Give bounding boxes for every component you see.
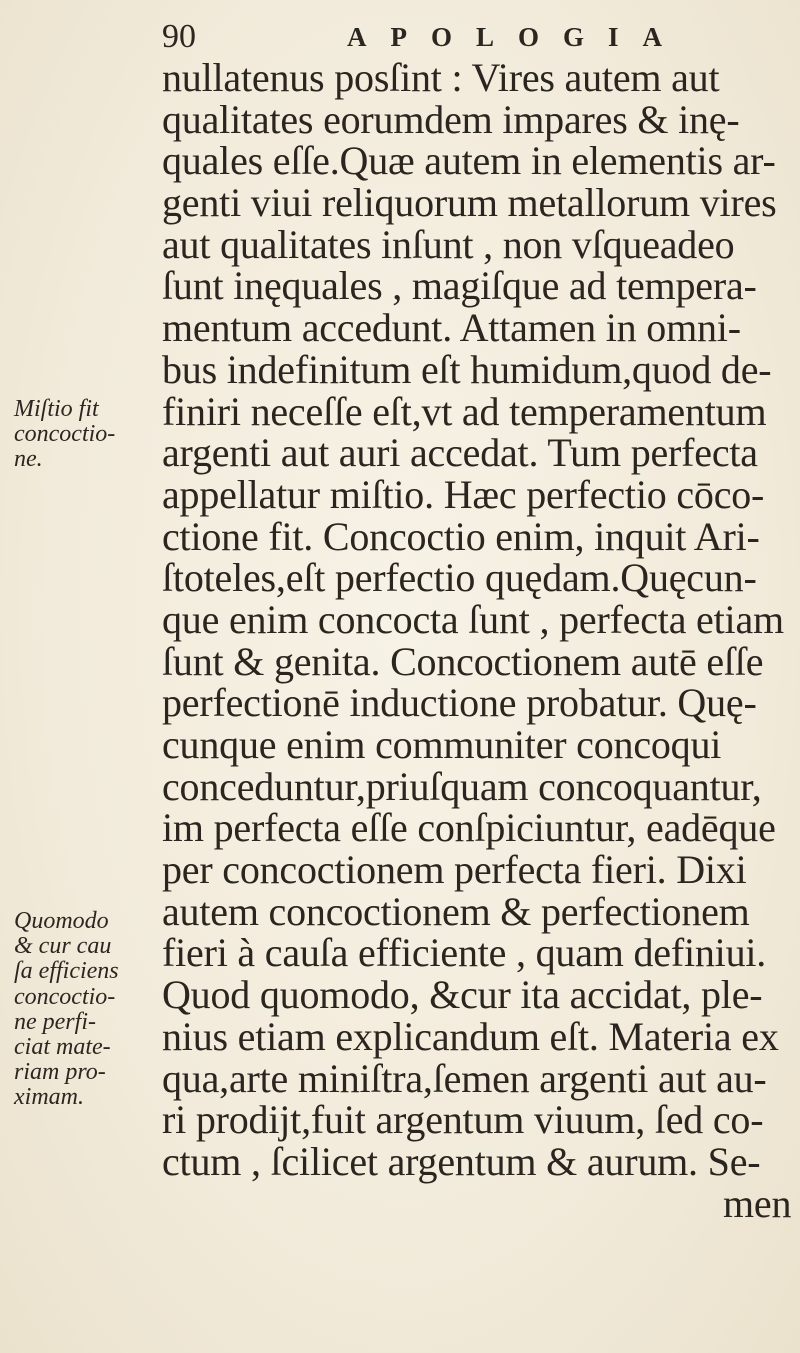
text-line: Quod quomodo, &cur ita accidat, ple-: [162, 972, 763, 1018]
margin-note-quomodo: [14, 909, 164, 1111]
text-line: nius etiam explicandum eſt. Materia ex: [162, 1013, 779, 1059]
margin-note-line: ne.: [14, 446, 43, 473]
text-line: nullatenus posſint : Vires autem aut: [162, 55, 720, 100]
text-line: fieri à cauſa efficiente , quam definiui.: [162, 930, 767, 976]
text-line: ctione fit. Concoctio enim, inquit Ari-: [162, 513, 760, 559]
text-line: conceduntur,priuſquam concoquantur,: [162, 763, 762, 809]
margin-note-line: Quomodo: [14, 908, 109, 934]
text-line: im perfecta eſſe conſpiciuntur, eadēque: [162, 805, 776, 851]
margin-note-line: ne perfi-: [14, 1008, 96, 1035]
text-line: bus indefinitum eſt humidum,quod de-: [162, 346, 772, 392]
text-line: perfectionē inductione probatur. Quę-: [162, 680, 757, 726]
margin-note-line: ſa efficiens: [14, 958, 119, 985]
text-line: ri prodijt,fuit argentum viuum, ſed co-: [162, 1097, 764, 1143]
margin-note-line: ciat mate-: [14, 1033, 111, 1060]
running-head: APOLOGIA: [347, 22, 687, 52]
text-line: per concoctionem perfecta fieri. Dixi: [162, 847, 747, 893]
text-line: appellatur miſtio. Hæc perfectio cōco-: [162, 471, 765, 517]
margin-note-line: ximam.: [14, 1084, 84, 1111]
margin-note-line: concoctio-: [14, 421, 116, 448]
text-line-catchword: men: [723, 1180, 792, 1226]
text-line: finiri neceſſe eſt,vt ad temperamentum: [162, 388, 767, 434]
text-line: aut qualitates inſunt , non vſqueadeo: [162, 221, 735, 267]
text-line: quales eſſe.Quæ autem in elementis ar-: [162, 138, 776, 184]
main-text-block: [162, 57, 800, 1224]
text-line: autem concoctionem & perfectionem: [162, 888, 750, 934]
text-line: qua,arte miniſtra,ſemen argenti aut au-: [162, 1055, 767, 1101]
text-line: argenti aut auri accedat. Tum perfecta: [162, 430, 758, 476]
margin-note-line: Miſtio fit: [14, 396, 99, 422]
text-line: cunque enim communiter concoqui: [162, 722, 722, 767]
text-line: ctum , ſcilicet argentum & aurum. Se-: [162, 1138, 761, 1184]
text-line: ſtoteles,eſt perfectio quędam.Quęcun-: [162, 555, 757, 601]
text-line: genti viui reliquorum metallorum vires: [162, 180, 777, 226]
page-number: 90: [162, 18, 196, 55]
text-line: mentum accedunt. Attamen in omni-: [162, 305, 741, 351]
margin-note-line: concoctio-: [14, 983, 116, 1010]
margin-note-line: & cur cau: [14, 933, 112, 960]
text-line: que enim concocta ſunt , perfecta etiam: [162, 596, 784, 642]
margin-note-line: riam pro-: [14, 1059, 106, 1086]
text-line: qualitates eorumdem impares & inę-: [162, 96, 740, 142]
text-line: ſunt inęquales , magiſque ad tempera-: [162, 263, 757, 309]
text-line: ſunt & genita. Concoctionem autē eſſe: [162, 638, 764, 684]
margin-note-mistio: [14, 397, 164, 473]
